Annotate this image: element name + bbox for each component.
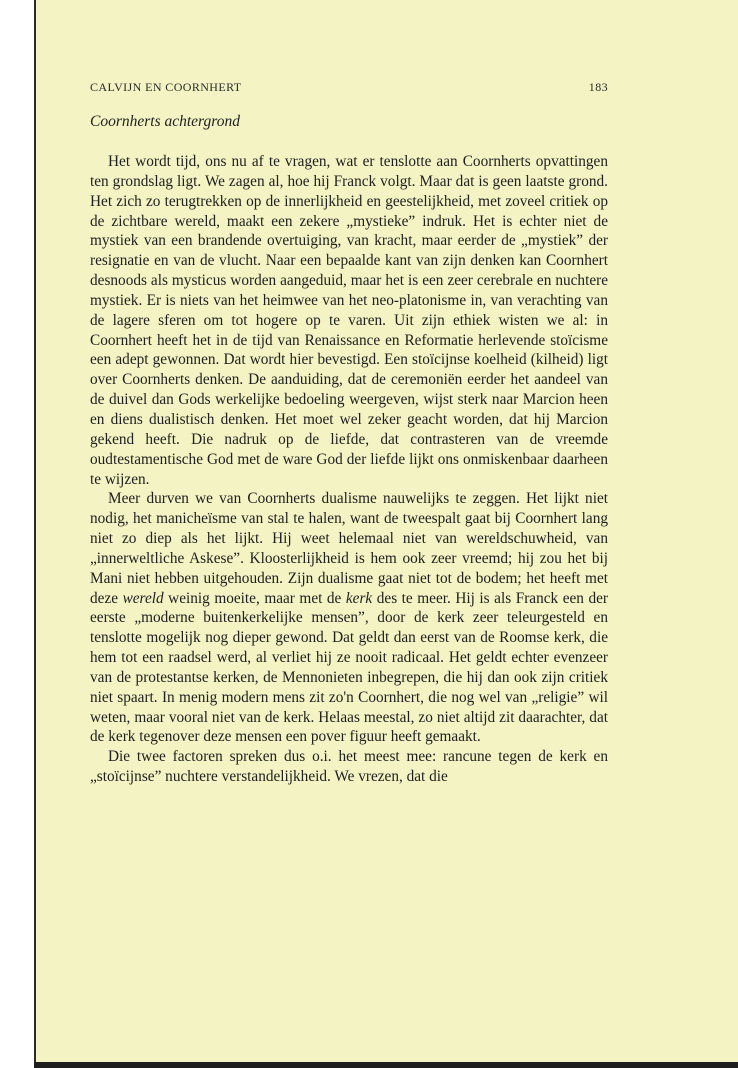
paragraph-2-text-c: des te meer. Hij is als Franck een der eerste „moderne buitenkerkelijke mensen”, door de kerk zeer teleurgesteld en tenslotte mogelijk nog dieper gewond. Dat geldt dan eerst van de Roomse kerk, die hem tot een raadsel werd, al verliet hij ze nooit radicaal. Het geldt echter evenzeer van de protestantse kerken, de Mennonieten inbegrepen, die hij dan ook zijn critiek niet spaart. In menig modern mens zit zo'n Coornhert, die nog wel van „religie” wil weten, maar vooral niet van de kerk. Helaas meestal, zo niet altijd zit daarachter, dat de kerk tegenover deze mensen een pover figuur heeft gemaakt. [90,589,608,746]
paragraph-1 [90,152,608,489]
body-text [90,152,608,787]
emphasis-wereld: wereld [122,589,164,607]
paragraph-3 [90,747,608,787]
paragraph-1-text: Het wordt tijd, ons nu af te vragen, wat er tenslotte aan Coornherts opvattingen ten grondslag ligt. We zagen al, hoe hij Franck volgt. Maar dat is geen laatste grond. Het zich zo terugtrekken op de innerlijkheid en geestelijkheid, met zoveel critiek op de zichtbare wereld, maakt een zekere „mystieke” indruk. Het is echter niet de mystiek van een brandende overtuiging, van kracht, maar eerder de „mystiek” der resignatie en van de vlucht. Naar een bepaalde kant van zijn denken kan Coornhert desnoods als mysticus worden aangeduid, maar het is een zeer cerebrale en nuchtere mystiek. Er is niets van het heimwee van het neo-platonisme in, van verachting van de lagere sferen om tot hogere op te varen. Uit zijn ethiek wisten we al: in Coornhert heeft het in de tijd van Renaissance en Reformatie herlevende stoïcisme een adept gewonnen. Dat wordt hier bevestigd. Een stoïcijnse koelheid (kilheid) ligt over Coornherts denken. De aanduiding, dat de ceremoniën eerder het aandeel van de duivel dan Gods werkelijke bedoeling weergeven, wijst sterk naar Marcion heen en diens dualistisch denken. Het moet wel zeker geacht worden, dat hij Marcion gekend heeft. Die nadruk op de liefde, dat contrasteren van de vreemde oudtestamentische God met de ware God der liefde lijkt ons onmiskenbaar daarheen te wijzen. [90,153,608,488]
paragraph-2-text-a: Meer durven we van Coornherts dualisme nauwelijks te zeggen. Het lijkt niet nodig, het manicheïsme van stal te halen, want de tweespalt gaat bij Coornhert lang niet zo diep als het lijkt. Hij weet helemaal niet van wereldschuwheid, van „innerweltliche Askese”. Kloosterlijkheid is hem ook zeer vreemd; hij zou het bij Mani niet hebben uitgehouden. Zijn dualisme gaat niet tot de bodem; het heeft met deze [90,490,608,607]
emphasis-kerk: kerk [345,589,373,607]
paragraph-2 [90,489,608,747]
section-title: Coornherts achtergrond [90,113,240,130]
paragraph-3-text: Die twee factoren spreken dus o.i. het meest mee: rancune tegen de kerk en „stoïcijnse” nuchtere verstandelijkheid. We vrezen, dat die [90,748,608,786]
paragraph-2-text-b: weinig moeite, maar met de [163,589,346,607]
running-header-title: CALVIJN EN COORNHERT [90,80,242,94]
scan-bottom-edge [34,1062,738,1068]
page-number: 183 [588,80,608,94]
